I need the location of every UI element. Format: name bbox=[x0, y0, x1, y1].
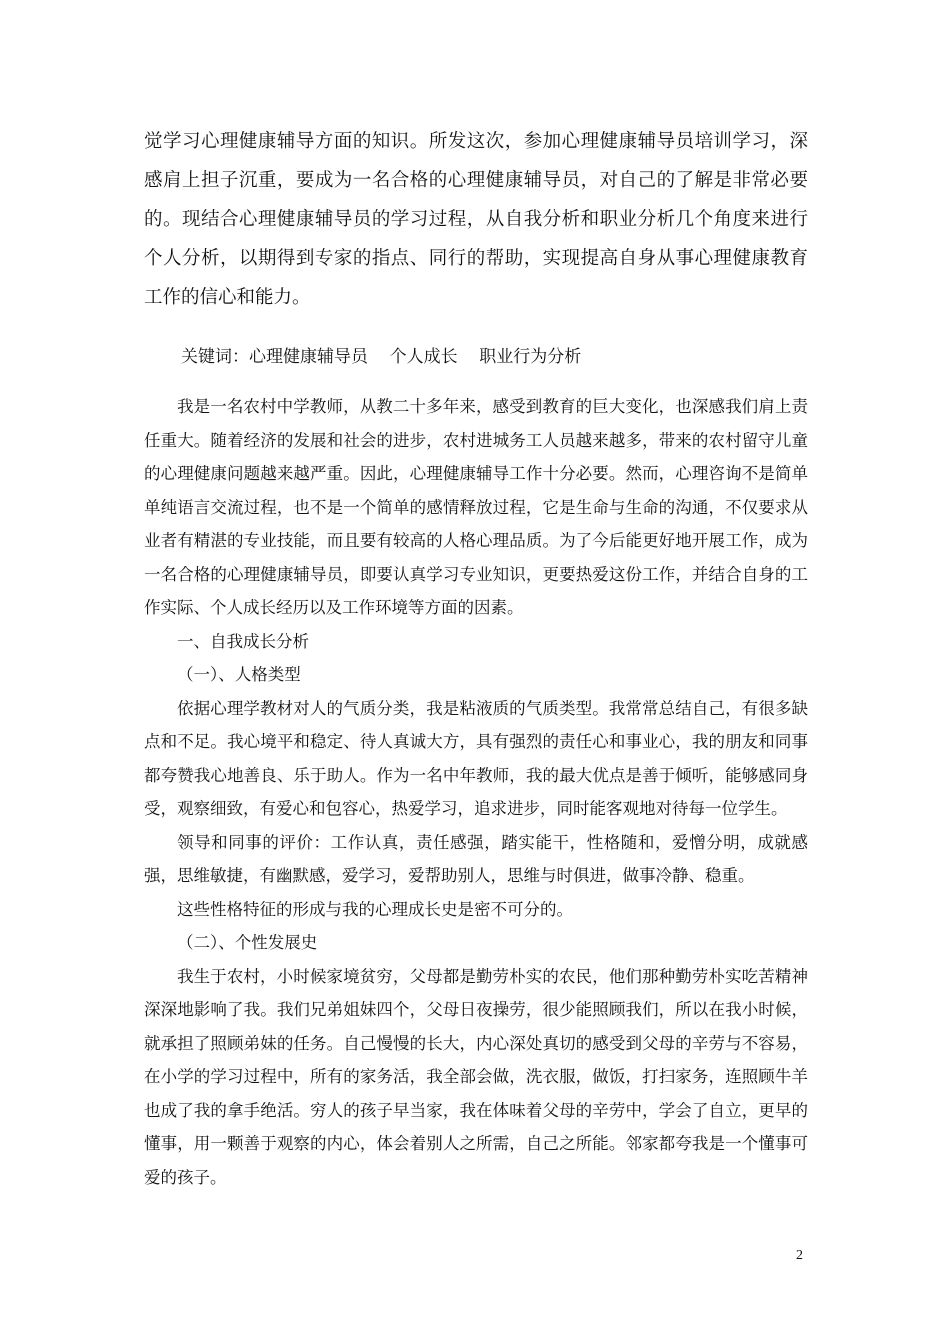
evaluation-paragraph: 领导和同事的评价：工作认真，责任感强，踏实能干，性格随和，爱憎分明，成就感强，思维敏捷，有幽默感，爱学习，爱帮助别人，思维与时俱进，做事冷静、稳重。 bbox=[144, 832, 808, 885]
keywords-line: 关键词：心理健康辅导员 个人成长 职业行为分析 bbox=[181, 347, 582, 367]
personality-paragraph: 依据心理学教材对人的气质分类，我是粘液质的气质类型。我常常总结自己，有很多缺点和不足。我心境平和稳定、待人真诚大方，具有强烈的责任心和事业心，我的朋友和同事都夸赞我心地善良、乐于助人。作为一名中年教师，我的最大优点是善于倾听，能够感同身受，观察细致，有爱心和包容心，热爱学习，追求进步，同时能客观地对待每一位学生。 bbox=[144, 698, 808, 818]
subsection-heading-personal-history: （二）、个性发展史 bbox=[177, 933, 318, 952]
abstract-paragraph: 觉学习心理健康辅导方面的知识。所发这次，参加心理健康辅导员培训学习，深感肩上担子沉重，要成为一名合格的心理健康辅导员，对自己的了解是非常必要的。现结合心理健康辅导员的学习过程，从自我分析和职业分析几个角度来进行个人分析，以期得到专家的指点、同行的帮助，实现提高自身从事心理健康教育工作的信心和能力。 bbox=[144, 131, 808, 308]
page-number: 2 bbox=[796, 1248, 803, 1263]
intro-paragraph: 我是一名农村中学教师，从教二十多年来，感受到教育的巨大变化，也深感我们肩上责任重大。随着经济的发展和社会的进步，农村进城务工人员越来越多，带来的农村留守儿童的心理健康问题越来越严重。因此，心理健康辅导工作十分必要。然而，心理咨询不是简单单纯语言交流过程，也不是一个简单的感情释放过程，它是生命与生命的沟通，不仅要求从业者有精湛的专业技能，而且要有较高的人格心理品质。为了今后能更好地开展工作，成为一名合格的心理健康辅导员，即要认真学习专业知识，更要热爱这份工作，并结合自身的工作实际、个人成长经历以及工作环境等方面的因素。 bbox=[144, 397, 808, 617]
body-content bbox=[144, 390, 808, 1194]
subsection-heading-personality-type: （一）、人格类型 bbox=[177, 665, 301, 684]
section-heading-self-growth: 一、自我成长分析 bbox=[177, 631, 309, 651]
formation-paragraph: 这些性格特征的形成与我的心理成长史是密不可分的。 bbox=[177, 899, 573, 919]
history-paragraph: 我生于农村，小时候家境贫穷，父母都是勤劳朴实的农民，他们那种勤劳朴实吃苦精神深深地影响了我。我们兄弟姐妹四个，父母日夜操劳，很少能照顾我们，所以在我小时候，就承担了照顾弟妹的任务。自己慢慢的长大，内心深处真切的感受到父母的辛劳与不容易，在小学的学习过程中，所有的家务活，我全部会做，洗衣服，做饭，打扫家务，连照顾牛羊也成了我的拿手绝活。穷人的孩子早当家，我在体味着父母的辛劳中，学会了自立，更早的懂事，用一颗善于观察的内心，体会着别人之所需，自己之所能。邻家都夸我是一个懂事可爱的孩子。 bbox=[144, 966, 808, 1187]
